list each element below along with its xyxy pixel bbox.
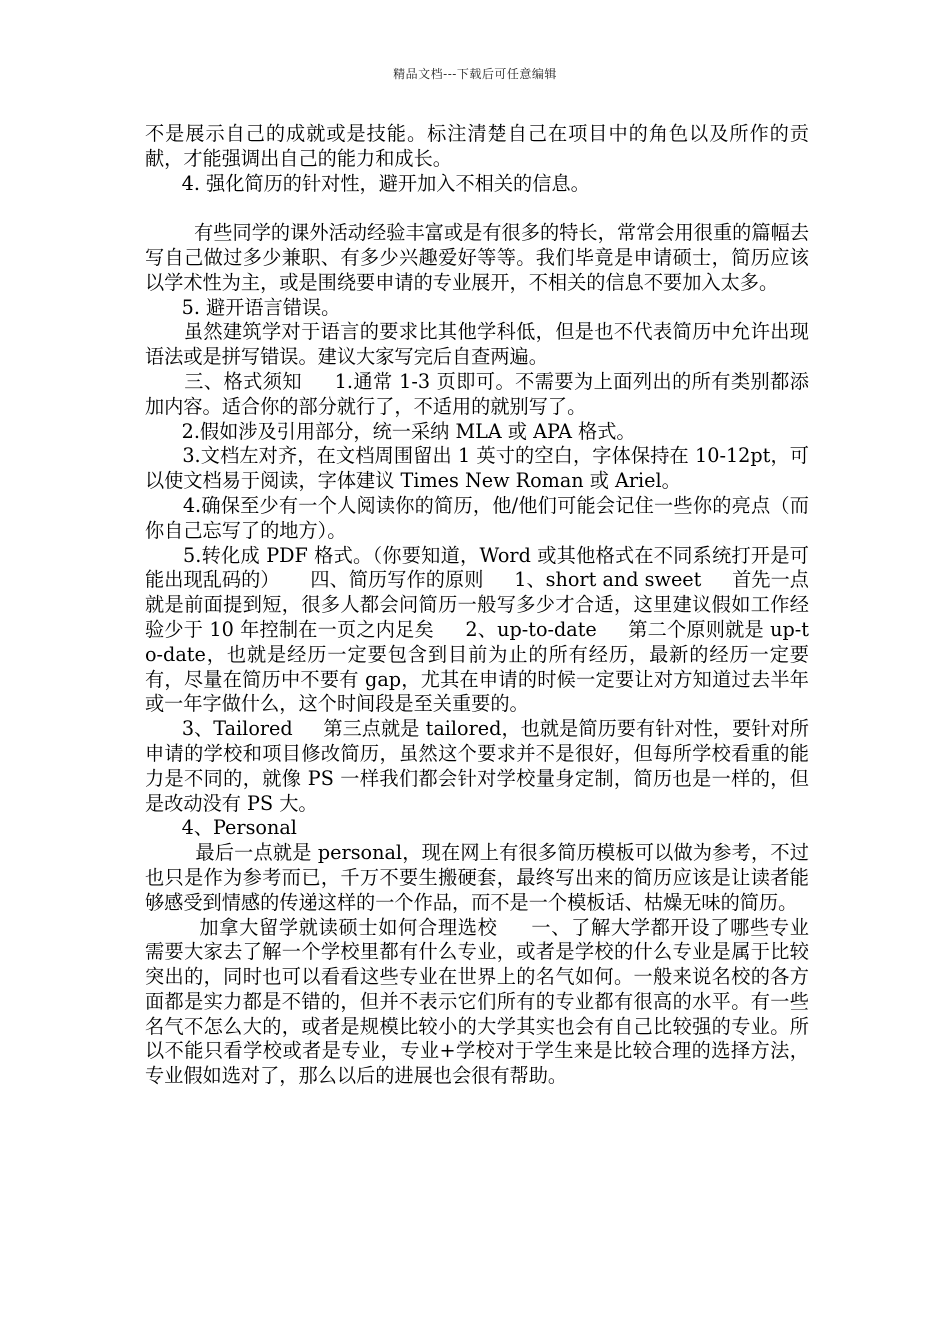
paragraph-13: 最后一点就是 personal，现在网上有很多简历模板可以做为参考，不过也只是作为参考而已，千万不要生搬硬套，最终写出来的简历应该是让读者能够感受到情感的传递这样的一个作品，而不是一个模板话、枯燥无味的简历。 (145, 841, 809, 914)
paragraph-7: 2.假如涉及引用部分，统一采纳 MLA 或 APA 格式。 (145, 419, 636, 443)
paragraph-3: 有些同学的课外活动经验丰富或是有很多的特长，常常会用很重的篇幅去写自己做过多少兼职、有多少兴趣爱好等等。我们毕竟是申请硕士，简历应该以学术性为主，或是围绕要申请的专业展开，不相关的信息不要加入太多。 (145, 221, 810, 294)
blank-line (145, 196, 809, 221)
paragraph-5: 虽然建筑学对于语言的要求比其他学科低，但是也不代表简历中允许出现语法或是拼写错误。建议大家写完后自查两遍。 (145, 320, 809, 369)
paragraph-12: 4、Personal (145, 816, 297, 840)
paragraph-6: 三、格式须知 1.通常 1-3 页即可。不需要为上面列出的所有类别都添加内容。适合你的部分就行了，不适用的就别写了。 (145, 369, 809, 418)
paragraph-1: 不是展示自己的成就或是技能。标注清楚自己在项目中的角色以及所作的贡献，才能强调出自己的能力和成长。 (145, 122, 809, 170)
paragraph-11: 3、Tailored 第三点就是 tailored，也就是简历要有针对性，要针对所申请的学校和项目修改简历，虽然这个要求并不是很好，但每所学校看重的能力是不同的，就像 PS 一样我们都会针对学校量身定制，简历也是一样的，但是改动没有 PS 大。 (145, 717, 809, 815)
paragraph-10: 5.转化成 PDF 格式。（你要知道，Word 或其他格式在不同系统打开是可能出现乱码的） 四、简历写作的原则 1、short and sweet 首先一点就是前面提到短，很多人都会问简历一般写多少才合适，这里建议假如工作经验少于 10 年控制在一页之内足矣 2、up-to-date 第二个原则就是 up-to-date，也就是经历一定要包含到目前为止的所有经历，最新的经历一定要有，尽量在简历中不要有 gap，尤其在申请的时候一定要让对方知道过去半年或一年字做什么，这个时间段是至关重要的。 (145, 543, 809, 716)
paragraph-4: 5. 避开语言错误。 (145, 295, 341, 319)
page-header: 精品文档---下载后可任意编辑 (393, 67, 557, 81)
document-body (145, 122, 840, 1089)
paragraph-8: 3.文档左对齐，在文档周围留出 1 英寸的空白，字体保持在 10-12pt，可以使文档易于阅读，字体建议 Times New Roman 或 Ariel。 (145, 444, 809, 493)
paragraph-2: 4. 强化简历的针对性，避开加入不相关的信息。 (145, 171, 590, 195)
paragraph-14: 加拿大留学就读硕士如何合理选校 一、了解大学都开设了哪些专业 需要大家去了解一个学校里都有什么专业，或者是学校的什么专业是属于比较突出的，同时也可以看看这些专业在世界上的名气如何。一般来说名校的各方面都是实力都是不错的，但并不表示它们所有的专业都有很高的水平。有一些名气不怎么大的，或者是规模比较小的大学其实也会有自己比较强的专业。所以不能只看学校或者是专业，专业+学校对于学生来是比较合理的选择方法，专业假如选对了，那么以后的进展也会很有帮助。 (145, 915, 840, 1088)
paragraph-9: 4.确保至少有一个人阅读你的简历，他/他们可能会记住一些你的亮点（而你自己忘写了的地方）。 (145, 493, 809, 542)
